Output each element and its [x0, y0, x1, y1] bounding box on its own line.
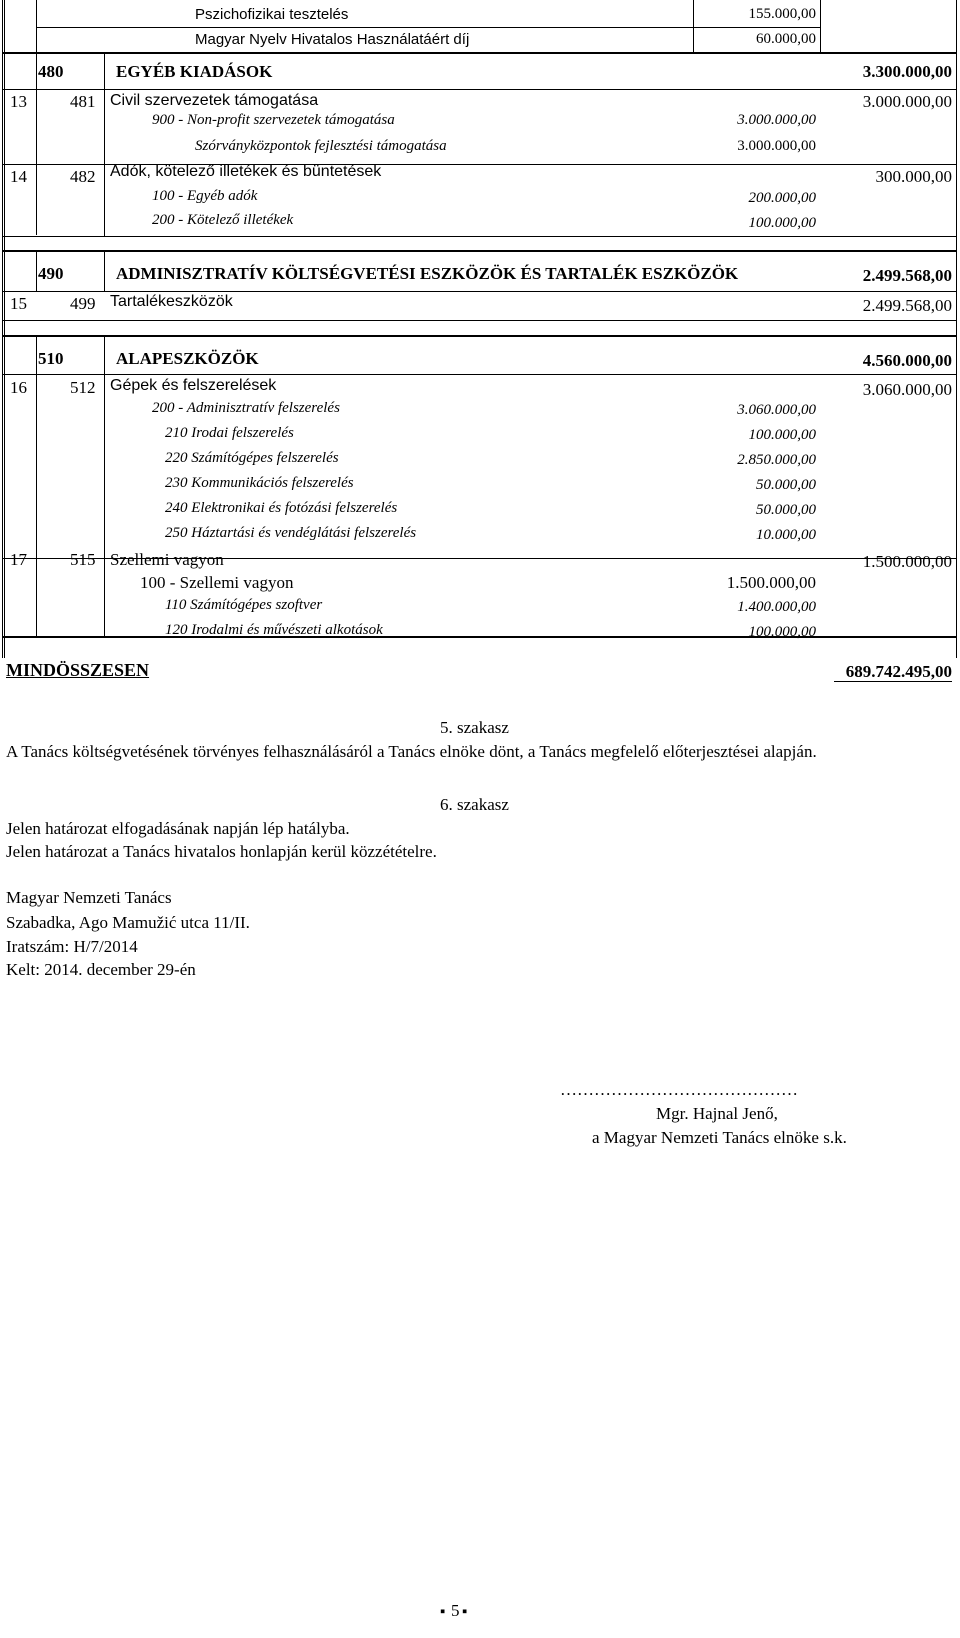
col-sep-num-c: [36, 337, 37, 375]
item-label: 250 Háztartási és vendéglátási felszerelés: [165, 525, 417, 541]
item-label: 200 - Kötelező illetékek: [152, 212, 294, 228]
item-label: 110 Számítógépes szoftver: [165, 597, 323, 613]
row-code: 512: [70, 378, 96, 397]
row-rule: [2, 374, 957, 375]
row-code: 499: [70, 294, 96, 313]
row-total: 300.000,00: [875, 167, 952, 186]
row-label: Adók, kötelező illetékek és büntetések: [110, 163, 382, 180]
item-label: 100 - Szellemi vagyon: [140, 573, 294, 592]
item-label: 210 Irodai felszerelés: [165, 425, 294, 441]
row-code: 515: [70, 550, 96, 569]
section-code: 490: [38, 264, 64, 283]
row-label: Szellemi vagyon: [110, 550, 224, 569]
section-code: 510: [38, 349, 64, 368]
grand-total-label: MINDÖSSZESEN: [6, 660, 150, 680]
section6-line: Jelen határozat a Tanács hivatalos honlapján kerül közzétételre.: [6, 842, 437, 861]
row-number: 15: [10, 294, 27, 313]
item-value: 3.000.000,00: [737, 138, 816, 154]
section6-heading: 6. szakasz: [440, 795, 509, 814]
col-sep-value-top: [693, 0, 694, 52]
row-code: 482: [70, 167, 96, 186]
item-label: 900 - Non-profit szervezetek támogatása: [152, 112, 395, 128]
table-cell-value: 155.000,00: [748, 6, 816, 22]
col-sep-num-top: [36, 0, 37, 52]
item-value: 100.000,00: [748, 624, 816, 640]
item-label: 230 Kommunikációs felszerelés: [165, 475, 354, 491]
table-cell-label: Pszichofizikai tesztelés: [195, 6, 349, 23]
row-rule: [2, 320, 957, 321]
grand-total-underline: [834, 681, 952, 682]
row-rule: [2, 89, 957, 90]
section-code: 480: [38, 62, 64, 81]
row-rule: [2, 250, 957, 252]
item-label: 100 - Egyéb adók: [152, 188, 258, 204]
footer-line: Szabadka, Ago Mamužić utca 11/II.: [6, 913, 250, 932]
item-label: 220 Számítógépes felszerelés: [165, 450, 339, 466]
row-label: Gépek és felszerelések: [110, 377, 277, 394]
table-left-border-inner: [4, 0, 5, 658]
col-sep-code-c: [104, 337, 105, 637]
col-sep-value-top-2: [820, 0, 821, 52]
item-value: 3.000.000,00: [737, 112, 816, 128]
col-sep-num-a: [36, 52, 37, 90]
row-rule: [2, 236, 957, 237]
item-value: 1.400.000,00: [737, 599, 816, 615]
row-total: 3.000.000,00: [862, 92, 952, 111]
row-rule: [2, 291, 957, 292]
footer-line: Iratszám: H/7/2014: [6, 937, 138, 956]
grand-total-value: 689.742.495,00: [845, 662, 952, 681]
row-total: 2.499.568,00: [862, 296, 952, 315]
row-code: 481: [70, 92, 96, 111]
table-cell-value: 60.000,00: [756, 31, 816, 47]
item-label: 200 - Adminisztratív felszerelés: [152, 400, 340, 416]
page-number: 5: [451, 1601, 460, 1620]
section6-line: Jelen határozat elfogadásának napján lép hatályba.: [6, 819, 350, 838]
footer-line: Kelt: 2014. december 29-én: [6, 960, 196, 979]
item-value: 50.000,00: [756, 477, 816, 493]
row-rule: [36, 27, 820, 28]
item-value: 2.850.000,00: [737, 452, 816, 468]
item-label: 120 Irodalmi és művészeti alkotások: [165, 622, 383, 638]
item-label: 240 Elektronikai és fotózási felszerelés: [165, 500, 398, 516]
item-value: 10.000,00: [756, 527, 816, 543]
row-number: 17: [10, 550, 27, 569]
row-number: 14: [10, 167, 27, 186]
item-value: 1.500.000,00: [726, 573, 816, 592]
section-total: 3.300.000,00: [862, 62, 952, 81]
item-value: 3.060.000,00: [737, 402, 816, 418]
col-sep-num-b: [36, 252, 37, 292]
section-title: EGYÉB KIADÁSOK: [116, 62, 273, 81]
col-sep-code-a: [104, 52, 105, 236]
row-total: 1.500.000,00: [862, 552, 952, 571]
section-title: ADMINISZTRATÍV KÖLTSÉGVETÉSI ESZKÖZÖK ÉS TARTALÉK ESZKÖZÖK: [116, 264, 739, 283]
row-number: 16: [10, 378, 27, 397]
row-label: Tartalékeszközök: [110, 293, 233, 310]
table-right-border: [956, 0, 957, 658]
table-left-border: [2, 0, 3, 658]
col-sep-num-e: [36, 375, 37, 637]
col-sep-code-b: [104, 252, 105, 292]
item-value: 100.000,00: [748, 215, 816, 231]
item-value: 50.000,00: [756, 502, 816, 518]
col-sep-num-d: [36, 90, 37, 235]
row-rule: [2, 52, 957, 54]
item-value: 100.000,00: [748, 427, 816, 443]
table-cell-label: Magyar Nyelv Hivatalos Használatáért díj: [195, 31, 470, 48]
section-title: ALAPESZKÖZÖK: [116, 349, 259, 368]
item-label: Szórványközpontok fejlesztési támogatása: [195, 138, 447, 154]
row-number: 13: [10, 92, 27, 111]
section-total: 2.499.568,00: [862, 266, 952, 285]
signature-name: Mgr. Hajnal Jenő,: [656, 1104, 778, 1123]
signature-title: a Magyar Nemzeti Tanács elnöke s.k.: [592, 1128, 847, 1147]
signature-dots: ……………………………………: [560, 1080, 798, 1099]
row-total: 3.060.000,00: [862, 380, 952, 399]
section5-text: A Tanács költségvetésének törvényes felhasználásáról a Tanács elnöke dönt, a Tanács megfelelő előterjesztései alapján.: [6, 742, 817, 761]
item-value: 200.000,00: [748, 190, 816, 206]
row-rule: [2, 335, 957, 337]
section5-heading: 5. szakasz: [440, 718, 509, 737]
section-total: 4.560.000,00: [862, 351, 952, 370]
page-number-bullet-left: ▪: [440, 1604, 446, 1620]
row-label: Civil szervezetek támogatása: [110, 92, 319, 109]
footer-line: Magyar Nemzeti Tanács: [6, 888, 172, 907]
page-number-bullet-right: ▪: [462, 1604, 468, 1620]
